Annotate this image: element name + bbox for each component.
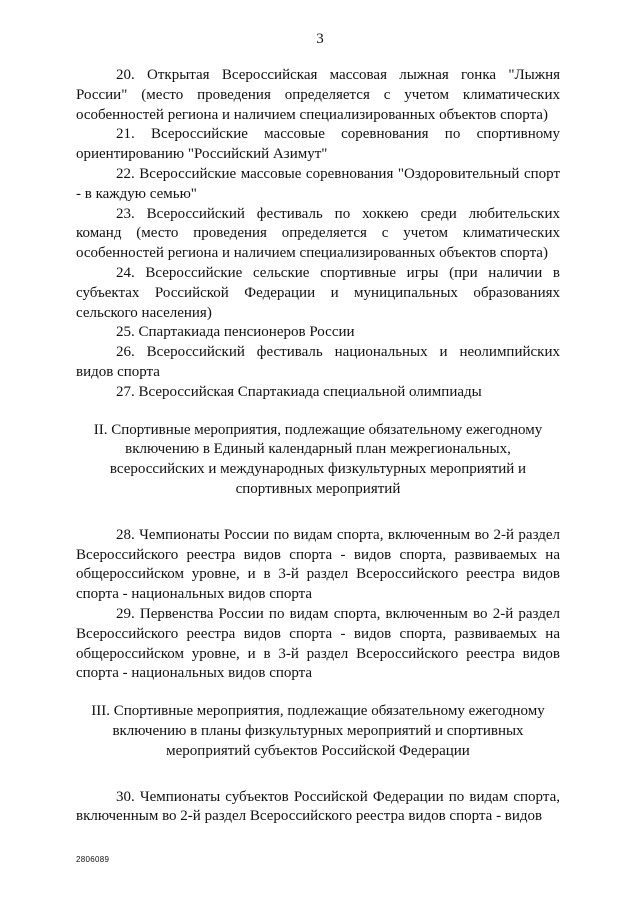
list-item-21: 21. Всероссийские массовые соревнования по спортивному ориентированию "Российский Азимут": [76, 126, 560, 163]
list-item-26: 26. Всероссийский фестиваль национальных и неолимпийских видов спорта: [76, 344, 560, 380]
list-item-29: 29. Первенства России по видам спорта, включенным во 2-й раздел Всероссийского реестра видов спорта - видов спорта, развиваемых на общероссийском уровне, и в 3-й раздел Всероссийского реестра видов спорта - национальных видов спорта: [76, 605, 560, 682]
document-code: 2806089: [76, 855, 110, 864]
list-item-25: 25. Спартакиада пенсионеров России: [116, 324, 355, 341]
list-item-27: 27. Всероссийская Спартакиада специальной олимпиады: [116, 383, 482, 400]
spacer: [76, 403, 560, 421]
list-item-30: 30. Чемпионаты субъектов Российской Федерации по видам спорта, включенным во 2-й раздел Всероссийского реестра видов спорта - видов: [76, 788, 560, 825]
section-3-heading: III. Спортивные мероприятия, подлежащие обязательному ежегодному включению в планы физкультурных мероприятий и спортивных мероприятий субъектов Российской Федерации: [91, 703, 545, 759]
spacer: [76, 684, 560, 702]
page-number: 3: [316, 31, 324, 47]
spacer: [76, 500, 560, 526]
list-item-20: 20. Открытая Всероссийская массовая лыжная гонка "Лыжня России" (место проведения определяется с учетом климатических особенностей региона и наличием специализированных объектов спорта): [76, 67, 560, 123]
list-item-23: 23. Всероссийский фестиваль по хоккею среди любительских команд (место проведения определяется с учетом климатических особенностей региона и наличием специализированных объектов спорта): [76, 205, 560, 262]
list-item-22: 22. Всероссийские массовые соревнования "Оздоровительный спорт - в каждую семью": [76, 165, 560, 202]
list-item-24: 24. Всероссийские сельские спортивные игры (при наличии в субъектах Российской Федерации и муниципальных образованиях сельского населения): [76, 264, 560, 321]
section-2-heading: II. Спортивные мероприятия, подлежащие обязательному ежегодному включению в Единый календарный план межрегиональных, всероссийских и международных физкультурных мероприятий и спортивных мероприятий: [93, 421, 543, 497]
list-item-28: 28. Чемпионаты России по видам спорта, включенным во 2-й раздел Всероссийского реестра видов спорта - видов спорта, развиваемых на общероссийском уровне, и в 3-й раздел Всероссийского реестра видов спорта - национальных видов спорта: [76, 526, 560, 603]
spacer: [76, 762, 560, 788]
document-body: [76, 66, 560, 827]
